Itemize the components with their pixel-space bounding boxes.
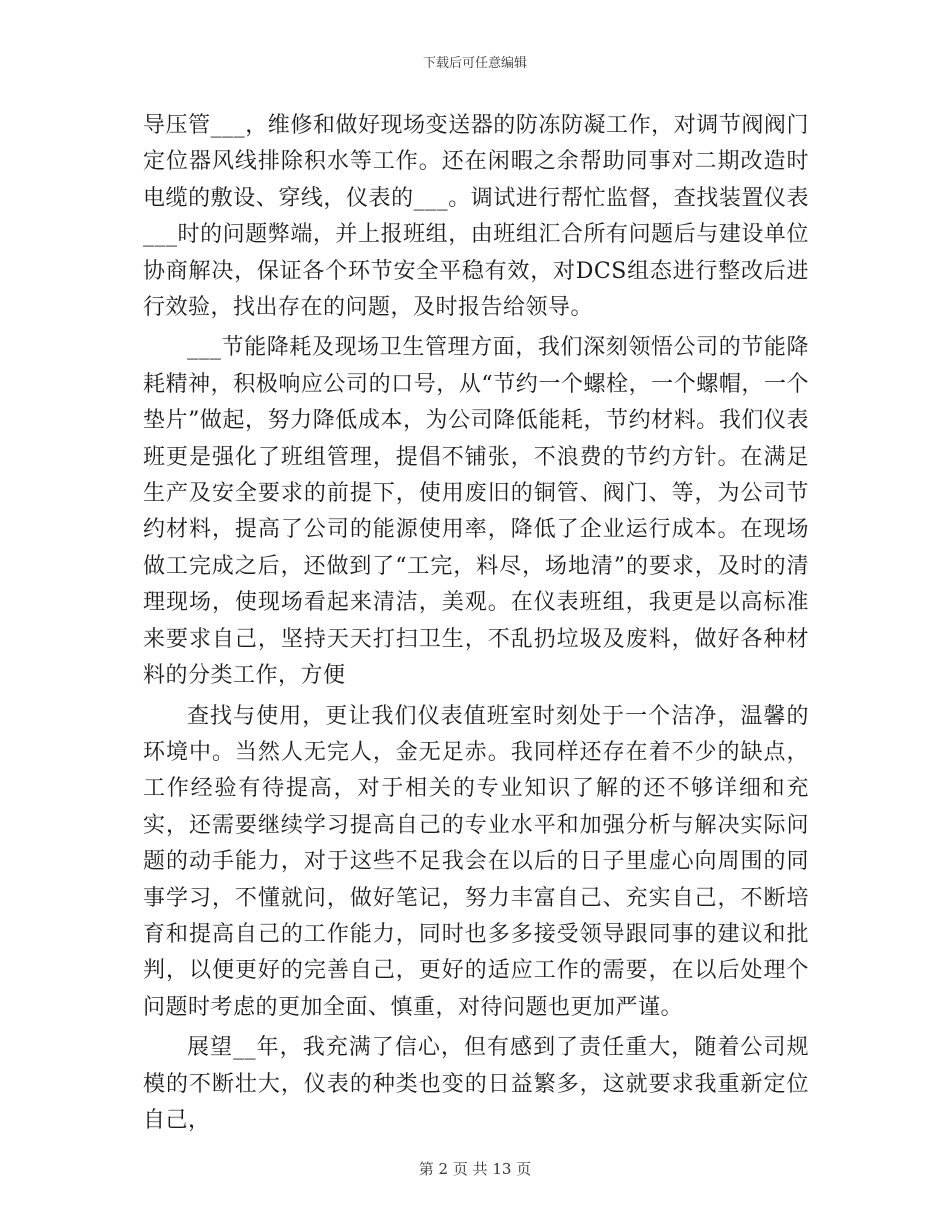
document-body <box>143 108 809 1139</box>
paragraph-2: ___节能降耗及现场卫生管理方面，我们深刻领悟公司的节能降耗精神，积极响应公司的口号，从“节约一个螺栓，一个螺帽，一个垫片”做起，努力降低成本，为公司降低能耗，节约材料。我们仪表班更是强化了班组管理，提倡不铺张，不浪费的节约方针。在满足生产及安全要求的前提下，使用废旧的铜管、阀门、等，为公司节约材料，提高了公司的能源使用率，降低了企业运行成本。在现场做工完成之后，还做到了“工完，料尽，场地清”的要求，及时的清理现场，使现场看起来清洁，美观。在仪表班组，我更是以高标准来要求自己，坚持天天打扫卫生，不乱扔垃圾及废料，做好各种材料的分类工作，方便 <box>143 335 809 689</box>
paragraph-3: 查找与使用，更让我们仪表值班室时刻处于一个洁净，温馨的环境中。当然人无完人，金无足赤。我同样还存在着不少的缺点，工作经验有待提高，对于相关的专业知识了解的还不够详细和充实，还需要继续学习提高自己的专业水平和加强分析与解决实际问题的动手能力，对于这些不足我会在以后的日子里虚心向周围的同事学习，不懂就问，做好笔记，努力丰富自己、充实自己，不断培育和提高自己的工作能力，同时也多多接受领导跟同事的建议和批判，以便更好的完善自己，更好的适应工作的需要，在以后处理个问题时考虑的更加全面、慎重，对待问题也更加严谨。 <box>143 703 809 1020</box>
page-header: 下载后可任意编辑 <box>422 56 527 71</box>
page-footer: 第 2 页 共 13 页 <box>418 1160 532 1178</box>
paragraph-4: 展望__年，我充满了信心，但有感到了责任重大，随着公司规模的不断壮大，仪表的种类也变的日益繁多，这就要求我重新定位自己， <box>143 1035 809 1133</box>
paragraph-1: 导压管___，维修和做好现场变送器的防冻防凝工作，对调节阀阀门定位器风线排除积水等工作。还在闲暇之余帮助同事对二期改造时电缆的敷设、穿线，仪表的___。调试进行帮忙监督，查找装置仪表___时的问题弊端，并上报班组，由班组汇合所有问题后与建设单位协商解决，保证各个环节安全平稳有效，对DCS组态进行整改后进行效验，找出存在的问题，及时报告给领导。 <box>143 113 809 321</box>
